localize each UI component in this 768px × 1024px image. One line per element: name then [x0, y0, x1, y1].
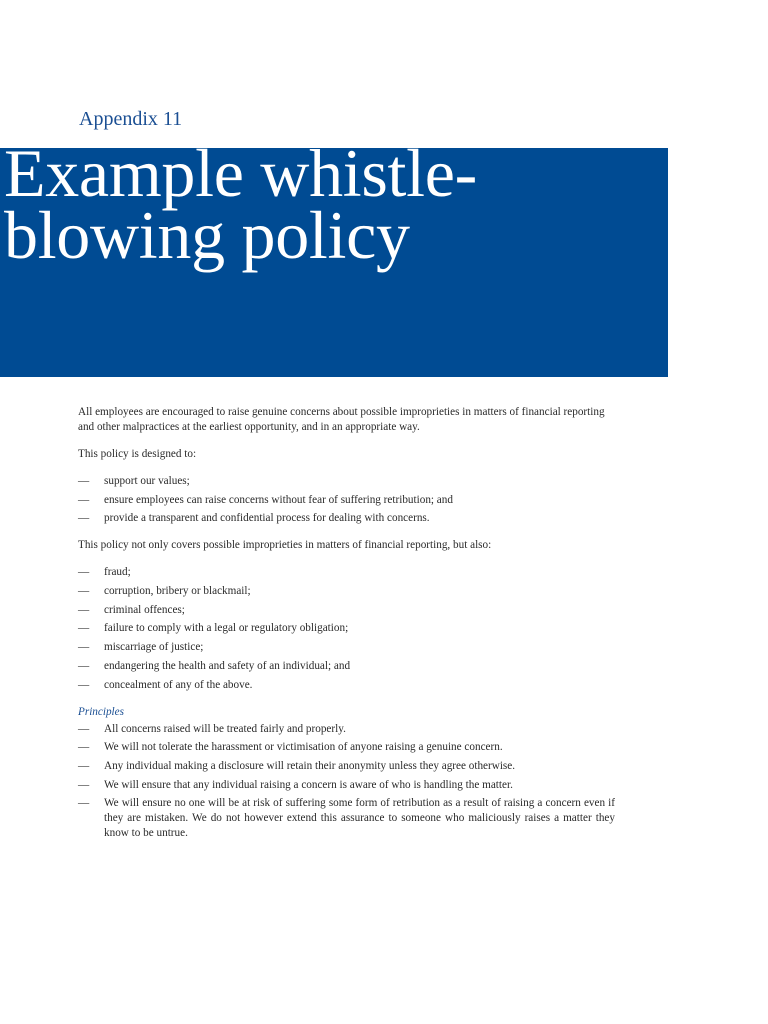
- list-item-text: We will ensure that any individual raising a concern is aware of who is handling the matter.: [104, 778, 513, 791]
- list-item: [78, 678, 615, 693]
- page-title: [4, 135, 477, 273]
- dash-bullet: —: [78, 659, 90, 672]
- dash-bullet: —: [78, 759, 90, 772]
- policy-body: [78, 405, 615, 853]
- list-item-text: ensure employees can raise concerns without fear of suffering retribution; and: [104, 493, 453, 506]
- list-item: [78, 493, 615, 508]
- covers-list: [78, 565, 615, 692]
- list-item: [78, 565, 615, 580]
- list-item: [78, 778, 615, 793]
- list-item: [78, 740, 615, 755]
- list-item: [78, 796, 615, 841]
- dash-bullet: —: [78, 641, 90, 654]
- list-item-text: We will ensure no one will be at risk of suffering some form of retribution as a result of raising a concern even if they are mistaken. We do not however extend this assurance to someone who maliciously raises a matter they know to be untrue.: [104, 797, 615, 840]
- designed-intro: This policy is designed to:: [78, 448, 197, 460]
- list-item-text: endangering the health and safety of an individual; and: [104, 659, 351, 672]
- list-item: [78, 603, 615, 618]
- list-item: [78, 659, 615, 674]
- list-item-text: miscarriage of justice;: [104, 641, 204, 654]
- principles-list: [78, 722, 615, 842]
- dash-bullet: —: [78, 512, 90, 525]
- dash-bullet: —: [78, 585, 90, 598]
- list-item-text: support our values;: [104, 475, 190, 487]
- list-item-text: Any individual making a disclosure will retain their anonymity unless they agree otherwise.: [104, 759, 516, 772]
- list-item-text: concealment of any of the above.: [104, 678, 253, 691]
- page-title-line-1: Example whistle-: [4, 135, 477, 211]
- dash-bullet: —: [78, 741, 90, 754]
- list-item: [78, 759, 615, 774]
- appendix-label: Appendix 11: [79, 108, 183, 130]
- dash-bullet: —: [78, 603, 90, 616]
- dash-bullet: —: [78, 493, 90, 506]
- list-item-text: We will not tolerate the harassment or victimisation of anyone raising a genuine concern.: [104, 741, 503, 754]
- principles-heading: Principles: [78, 705, 124, 718]
- dash-bullet: —: [78, 722, 90, 735]
- dash-bullet: —: [78, 778, 90, 791]
- dash-bullet: —: [78, 678, 90, 691]
- list-item-text: provide a transparent and confidential process for dealing with concerns.: [104, 512, 430, 525]
- list-item-text: criminal offences;: [104, 603, 185, 616]
- list-item: [78, 640, 615, 655]
- list-item-text: corruption, bribery or blackmail;: [104, 585, 251, 598]
- designed-list: [78, 474, 615, 526]
- list-item-text: fraud;: [104, 566, 131, 579]
- covers-intro: This policy not only covers possible improprieties in matters of financial reporting, but also:: [78, 539, 492, 552]
- list-item-text: All concerns raised will be treated fairly and properly.: [104, 722, 346, 735]
- list-item-text: failure to comply with a legal or regulatory obligation;: [104, 622, 349, 635]
- dash-bullet: —: [78, 797, 90, 810]
- list-item: [78, 621, 615, 636]
- page-title-line-2: blowing policy: [4, 197, 410, 273]
- dash-bullet: —: [78, 475, 90, 487]
- list-item: [78, 511, 615, 526]
- intro-paragraph: All employees are encouraged to raise genuine concerns about possible improprieties in matters of financial reporting and other malpractices at the earliest opportunity, and in an appropriate way.: [78, 406, 605, 433]
- dash-bullet: —: [78, 566, 90, 579]
- list-item: [78, 474, 615, 489]
- dash-bullet: —: [78, 622, 90, 635]
- list-item: [78, 584, 615, 599]
- list-item: [78, 722, 615, 737]
